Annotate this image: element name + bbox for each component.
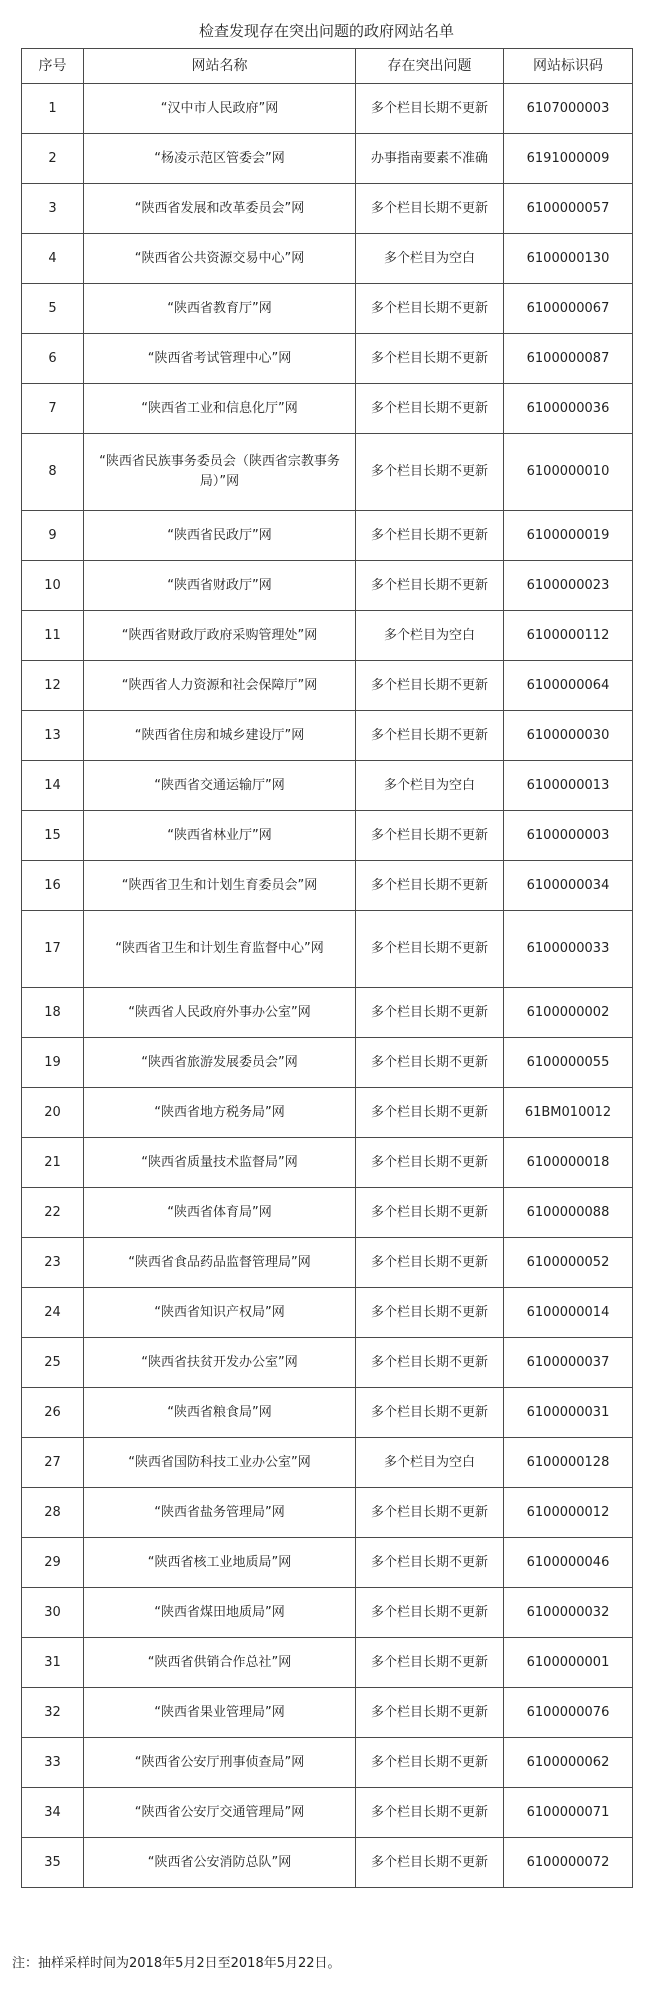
cell-code: 6100000046 bbox=[504, 1538, 633, 1588]
cell-no: 28 bbox=[22, 1488, 84, 1538]
cell-name: “陕西省住房和城乡建设厅”网 bbox=[84, 711, 356, 761]
cell-no: 35 bbox=[22, 1838, 84, 1888]
cell-no: 8 bbox=[22, 434, 84, 511]
cell-no: 20 bbox=[22, 1088, 84, 1138]
cell-no: 33 bbox=[22, 1738, 84, 1788]
cell-no: 23 bbox=[22, 1238, 84, 1288]
table-row bbox=[22, 234, 633, 284]
table-row bbox=[22, 1788, 633, 1838]
table-row bbox=[22, 1588, 633, 1638]
cell-issue: 多个栏目长期不更新 bbox=[356, 661, 504, 711]
cell-name: “陕西省煤田地质局”网 bbox=[84, 1588, 356, 1638]
cell-no: 18 bbox=[22, 988, 84, 1038]
table-row bbox=[22, 434, 633, 511]
table-row bbox=[22, 134, 633, 184]
cell-name: “陕西省考试管理中心”网 bbox=[84, 334, 356, 384]
cell-name: “陕西省核工业地质局”网 bbox=[84, 1538, 356, 1588]
cell-name: “陕西省食品药品监督管理局”网 bbox=[84, 1238, 356, 1288]
table-header-row bbox=[22, 49, 633, 84]
cell-issue: 多个栏目长期不更新 bbox=[356, 1538, 504, 1588]
cell-code: 6100000072 bbox=[504, 1838, 633, 1888]
table-row bbox=[22, 1288, 633, 1338]
cell-code: 6100000030 bbox=[504, 711, 633, 761]
table-row bbox=[22, 1838, 633, 1888]
cell-name: “汉中市人民政府”网 bbox=[84, 84, 356, 134]
cell-issue: 办事指南要素不准确 bbox=[356, 134, 504, 184]
cell-code: 61BM010012 bbox=[504, 1088, 633, 1138]
cell-name: “陕西省果业管理局”网 bbox=[84, 1688, 356, 1738]
cell-name: “陕西省公安消防总队”网 bbox=[84, 1838, 356, 1888]
cell-issue: 多个栏目长期不更新 bbox=[356, 1288, 504, 1338]
cell-no: 25 bbox=[22, 1338, 84, 1388]
cell-code: 6191000009 bbox=[504, 134, 633, 184]
cell-issue: 多个栏目长期不更新 bbox=[356, 1338, 504, 1388]
cell-issue: 多个栏目长期不更新 bbox=[356, 1188, 504, 1238]
cell-issue: 多个栏目长期不更新 bbox=[356, 811, 504, 861]
cell-code: 6100000001 bbox=[504, 1638, 633, 1688]
cell-name: “陕西省财政厅政府采购管理处”网 bbox=[84, 611, 356, 661]
cell-code: 6100000034 bbox=[504, 861, 633, 911]
table-row bbox=[22, 84, 633, 134]
cell-no: 5 bbox=[22, 284, 84, 334]
cell-code: 6100000036 bbox=[504, 384, 633, 434]
cell-issue: 多个栏目长期不更新 bbox=[356, 434, 504, 511]
table-row bbox=[22, 911, 633, 988]
cell-name: “陕西省粮食局”网 bbox=[84, 1388, 356, 1438]
cell-no: 29 bbox=[22, 1538, 84, 1588]
cell-issue: 多个栏目为空白 bbox=[356, 1438, 504, 1488]
table-row bbox=[22, 661, 633, 711]
cell-name: “陕西省民族事务委员会（陕西省宗教事务局）”网 bbox=[84, 434, 356, 511]
cell-name: “陕西省人民政府外事办公室”网 bbox=[84, 988, 356, 1038]
cell-no: 7 bbox=[22, 384, 84, 434]
cell-no: 19 bbox=[22, 1038, 84, 1088]
cell-code: 6107000003 bbox=[504, 84, 633, 134]
cell-issue: 多个栏目长期不更新 bbox=[356, 1638, 504, 1688]
table-row bbox=[22, 334, 633, 384]
table-row bbox=[22, 861, 633, 911]
table-row bbox=[22, 1438, 633, 1488]
cell-code: 6100000032 bbox=[504, 1588, 633, 1638]
cell-issue: 多个栏目长期不更新 bbox=[356, 561, 504, 611]
cell-no: 32 bbox=[22, 1688, 84, 1738]
cell-code: 6100000019 bbox=[504, 511, 633, 561]
cell-code: 6100000130 bbox=[504, 234, 633, 284]
cell-issue: 多个栏目长期不更新 bbox=[356, 988, 504, 1038]
table-row bbox=[22, 1488, 633, 1538]
cell-no: 10 bbox=[22, 561, 84, 611]
footnote: 注：抽样采样时间为2018年5月2日至2018年5月22日。 bbox=[12, 1956, 341, 1971]
cell-code: 6100000003 bbox=[504, 811, 633, 861]
cell-code: 6100000128 bbox=[504, 1438, 633, 1488]
cell-name: “陕西省旅游发展委员会”网 bbox=[84, 1038, 356, 1088]
cell-no: 2 bbox=[22, 134, 84, 184]
cell-no: 3 bbox=[22, 184, 84, 234]
table-row bbox=[22, 1138, 633, 1188]
table-row bbox=[22, 384, 633, 434]
cell-no: 16 bbox=[22, 861, 84, 911]
cell-issue: 多个栏目长期不更新 bbox=[356, 1688, 504, 1738]
table-row bbox=[22, 711, 633, 761]
cell-code: 6100000033 bbox=[504, 911, 633, 988]
cell-name: “陕西省国防科技工业办公室”网 bbox=[84, 1438, 356, 1488]
table-row bbox=[22, 811, 633, 861]
table-row bbox=[22, 184, 633, 234]
cell-issue: 多个栏目长期不更新 bbox=[356, 334, 504, 384]
table-row bbox=[22, 1738, 633, 1788]
cell-code: 6100000087 bbox=[504, 334, 633, 384]
cell-name: “陕西省体育局”网 bbox=[84, 1188, 356, 1238]
cell-issue: 多个栏目长期不更新 bbox=[356, 711, 504, 761]
cell-name: “陕西省供销合作总社”网 bbox=[84, 1638, 356, 1688]
cell-code: 6100000057 bbox=[504, 184, 633, 234]
cell-issue: 多个栏目长期不更新 bbox=[356, 284, 504, 334]
cell-no: 27 bbox=[22, 1438, 84, 1488]
cell-no: 21 bbox=[22, 1138, 84, 1188]
table-row bbox=[22, 1538, 633, 1588]
cell-name: “陕西省公安厅刑事侦查局”网 bbox=[84, 1738, 356, 1788]
cell-issue: 多个栏目长期不更新 bbox=[356, 1588, 504, 1638]
cell-code: 6100000023 bbox=[504, 561, 633, 611]
cell-no: 4 bbox=[22, 234, 84, 284]
cell-name: “陕西省民政厅”网 bbox=[84, 511, 356, 561]
cell-no: 12 bbox=[22, 661, 84, 711]
table-row bbox=[22, 1688, 633, 1738]
cell-code: 6100000076 bbox=[504, 1688, 633, 1738]
cell-name: “陕西省卫生和计划生育监督中心”网 bbox=[84, 911, 356, 988]
cell-name: “陕西省卫生和计划生育委员会”网 bbox=[84, 861, 356, 911]
cell-no: 13 bbox=[22, 711, 84, 761]
cell-issue: 多个栏目长期不更新 bbox=[356, 1088, 504, 1138]
table-row bbox=[22, 1638, 633, 1688]
cell-name: “陕西省盐务管理局”网 bbox=[84, 1488, 356, 1538]
table-row bbox=[22, 988, 633, 1038]
cell-no: 9 bbox=[22, 511, 84, 561]
cell-name: “陕西省工业和信息化厅”网 bbox=[84, 384, 356, 434]
table-row bbox=[22, 511, 633, 561]
table-row bbox=[22, 611, 633, 661]
cell-issue: 多个栏目长期不更新 bbox=[356, 384, 504, 434]
cell-no: 26 bbox=[22, 1388, 84, 1438]
cell-issue: 多个栏目长期不更新 bbox=[356, 911, 504, 988]
cell-name: “陕西省地方税务局”网 bbox=[84, 1088, 356, 1138]
cell-no: 11 bbox=[22, 611, 84, 661]
cell-name: “陕西省质量技术监督局”网 bbox=[84, 1138, 356, 1188]
cell-issue: 多个栏目长期不更新 bbox=[356, 1238, 504, 1288]
cell-name: “杨凌示范区管委会”网 bbox=[84, 134, 356, 184]
cell-no: 1 bbox=[22, 84, 84, 134]
cell-code: 6100000064 bbox=[504, 661, 633, 711]
cell-code: 6100000018 bbox=[504, 1138, 633, 1188]
cell-code: 6100000112 bbox=[504, 611, 633, 661]
cell-no: 24 bbox=[22, 1288, 84, 1338]
cell-issue: 多个栏目长期不更新 bbox=[356, 1738, 504, 1788]
table-row bbox=[22, 1038, 633, 1088]
header-no: 序号 bbox=[22, 49, 84, 84]
cell-no: 14 bbox=[22, 761, 84, 811]
cell-code: 6100000002 bbox=[504, 988, 633, 1038]
cell-code: 6100000037 bbox=[504, 1338, 633, 1388]
cell-issue: 多个栏目长期不更新 bbox=[356, 84, 504, 134]
cell-name: “陕西省公安厅交通管理局”网 bbox=[84, 1788, 356, 1838]
header-name: 网站名称 bbox=[84, 49, 356, 84]
cell-no: 17 bbox=[22, 911, 84, 988]
cell-name: “陕西省教育厅”网 bbox=[84, 284, 356, 334]
table-row bbox=[22, 1238, 633, 1288]
cell-name: “陕西省交通运输厅”网 bbox=[84, 761, 356, 811]
cell-name: “陕西省发展和改革委员会”网 bbox=[84, 184, 356, 234]
cell-name: “陕西省林业厅”网 bbox=[84, 811, 356, 861]
cell-no: 6 bbox=[22, 334, 84, 384]
cell-code: 6100000088 bbox=[504, 1188, 633, 1238]
cell-issue: 多个栏目为空白 bbox=[356, 234, 504, 284]
cell-issue: 多个栏目为空白 bbox=[356, 761, 504, 811]
cell-name: “陕西省知识产权局”网 bbox=[84, 1288, 356, 1338]
cell-code: 6100000012 bbox=[504, 1488, 633, 1538]
cell-code: 6100000052 bbox=[504, 1238, 633, 1288]
header-code: 网站标识码 bbox=[504, 49, 633, 84]
cell-issue: 多个栏目长期不更新 bbox=[356, 1788, 504, 1838]
cell-code: 6100000055 bbox=[504, 1038, 633, 1088]
cell-no: 22 bbox=[22, 1188, 84, 1238]
header-issue: 存在突出问题 bbox=[356, 49, 504, 84]
table-row bbox=[22, 761, 633, 811]
cell-issue: 多个栏目长期不更新 bbox=[356, 511, 504, 561]
cell-code: 6100000071 bbox=[504, 1788, 633, 1838]
cell-code: 6100000013 bbox=[504, 761, 633, 811]
cell-code: 6100000067 bbox=[504, 284, 633, 334]
table-row bbox=[22, 1088, 633, 1138]
cell-issue: 多个栏目长期不更新 bbox=[356, 1838, 504, 1888]
cell-name: “陕西省扶贫开发办公室”网 bbox=[84, 1338, 356, 1388]
website-table bbox=[21, 48, 633, 1888]
cell-no: 34 bbox=[22, 1788, 84, 1838]
cell-no: 15 bbox=[22, 811, 84, 861]
cell-name: “陕西省公共资源交易中心”网 bbox=[84, 234, 356, 284]
cell-code: 6100000014 bbox=[504, 1288, 633, 1338]
cell-code: 6100000010 bbox=[504, 434, 633, 511]
cell-issue: 多个栏目长期不更新 bbox=[356, 184, 504, 234]
cell-issue: 多个栏目长期不更新 bbox=[356, 861, 504, 911]
table-row bbox=[22, 1388, 633, 1438]
table-row bbox=[22, 561, 633, 611]
cell-code: 6100000062 bbox=[504, 1738, 633, 1788]
cell-issue: 多个栏目为空白 bbox=[356, 611, 504, 661]
cell-code: 6100000031 bbox=[504, 1388, 633, 1438]
cell-issue: 多个栏目长期不更新 bbox=[356, 1138, 504, 1188]
cell-issue: 多个栏目长期不更新 bbox=[356, 1388, 504, 1438]
table-row bbox=[22, 1338, 633, 1388]
cell-no: 31 bbox=[22, 1638, 84, 1688]
cell-issue: 多个栏目长期不更新 bbox=[356, 1038, 504, 1088]
page-title: 检查发现存在突出问题的政府网站名单 bbox=[198, 22, 454, 40]
table-row bbox=[22, 284, 633, 334]
cell-issue: 多个栏目长期不更新 bbox=[356, 1488, 504, 1538]
cell-name: “陕西省财政厅”网 bbox=[84, 561, 356, 611]
cell-name: “陕西省人力资源和社会保障厅”网 bbox=[84, 661, 356, 711]
table-row bbox=[22, 1188, 633, 1238]
cell-no: 30 bbox=[22, 1588, 84, 1638]
